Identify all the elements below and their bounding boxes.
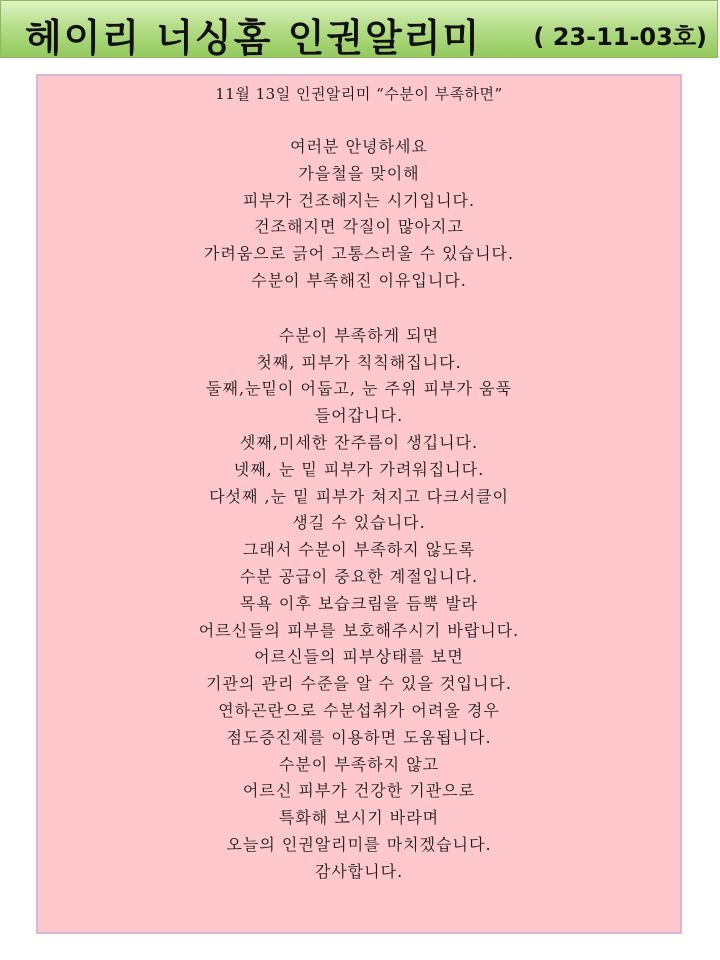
notice-line: 특화해 보시기 바라며 — [278, 808, 440, 828]
notice-line: 어르신 피부가 건강한 기관으로 — [242, 781, 476, 801]
paragraph-gap — [38, 295, 680, 323]
notice-line: 목욕 이후 보습크림을 듬뿍 발라 — [239, 593, 479, 613]
notice-line: 생길 수 있습니다. — [292, 513, 426, 533]
notice-line: 셋째,미세한 잔주름이 생깁니다. — [239, 432, 479, 452]
notice-line: 가려움으로 긁어 고통스러울 수 있습니다. — [203, 244, 515, 264]
notice-line: 연하곤란으로 수분섭취가 어려울 경우 — [218, 700, 500, 720]
notice-line: 오늘의 인권알리미를 마치겠습니다. — [226, 834, 492, 854]
notice-line: 둘째,눈밑이 어둡고, 눈 주위 피부가 움푹 — [206, 379, 512, 399]
notice-line: 점도증진제를 이용하면 도움됩니다. — [226, 727, 492, 747]
notice-line: 들어갑니다. — [314, 406, 404, 426]
notice-line: 가을철을 맞이해 — [298, 163, 420, 183]
notice-line: 그래서 수분이 부족하지 않도록 — [242, 540, 476, 560]
notice-panel — [36, 74, 682, 934]
notice-line: 어르신들의 피부상태를 보면 — [254, 647, 464, 667]
notice-line: 감사합니다. — [314, 861, 404, 881]
notice-paragraph-details — [38, 323, 680, 886]
notice-title: 11월 13일 인권알리미 “수분이 부족하면” — [215, 85, 503, 103]
notice-line: 수분이 부족하지 않고 — [278, 754, 440, 774]
header-banner — [0, 0, 718, 58]
paragraph-gap — [38, 106, 680, 134]
notice-line: 건조해지면 각질이 많아지고 — [254, 217, 464, 237]
notice-line: 넷째, 눈 밑 피부가 가려워집니다. — [233, 459, 485, 479]
notice-line: 다섯째 ,눈 밑 피부가 쳐지고 다크서클이 — [209, 486, 509, 506]
notice-line: 피부가 건조해지는 시기입니다. — [242, 190, 476, 210]
notice-line: 첫째, 피부가 칙칙해집니다. — [256, 352, 462, 372]
notice-line: 수분 공급이 중요한 계절입니다. — [239, 566, 479, 586]
issue-number: ( 23-11-03호) — [533, 23, 707, 51]
page-title: 헤이리 너싱홈 인권알리미 — [25, 16, 482, 60]
notice-line: 여러분 안녕하세요 — [290, 137, 428, 156]
notice-line: 수분이 부족하게 되면 — [278, 325, 440, 345]
notice-line: 어르신들의 피부를 보호해주시기 바랍니다. — [198, 620, 520, 640]
notice-line: 기관의 관리 수준을 알 수 있을 것입니다. — [206, 674, 512, 694]
notice-body — [38, 82, 680, 886]
notice-paragraph-greeting — [38, 134, 680, 295]
notice-line: 수분이 부족해진 이유입니다. — [251, 270, 467, 290]
